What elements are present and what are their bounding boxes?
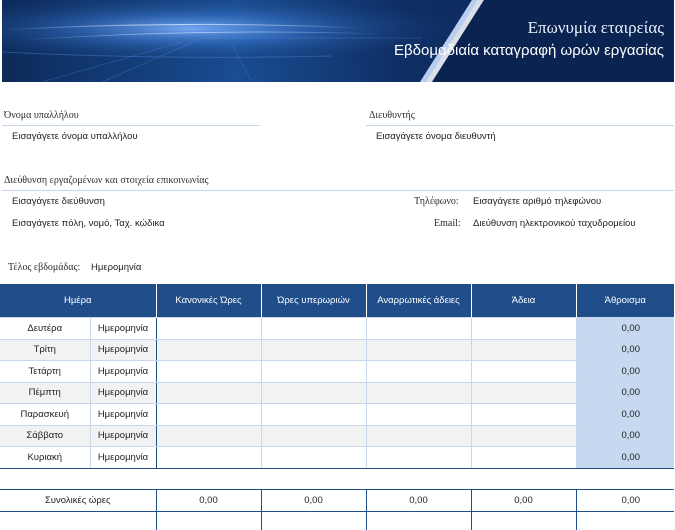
table-row: [0, 404, 674, 426]
week-ending-label: Τέλος εβδομάδας:: [8, 262, 80, 273]
regular-hours-cell[interactable]: [156, 447, 261, 469]
regular-hours-cell[interactable]: [156, 339, 261, 361]
sick-leave-cell[interactable]: [366, 318, 471, 340]
table-row: [0, 382, 674, 404]
company-name[interactable]: Επωνυμία εταιρείας: [528, 18, 664, 38]
total-cell[interactable]: 0,00: [576, 382, 674, 404]
header-sick-leave[interactable]: Αναρρωτικές άδειες: [366, 284, 471, 318]
date-cell[interactable]: Ημερομηνία: [90, 447, 156, 469]
contact-underline: [2, 190, 674, 191]
rate-row: [0, 512, 674, 530]
day-cell[interactable]: Κυριακή: [0, 447, 90, 469]
total-hours-row: [0, 490, 674, 512]
total-regular-hours[interactable]: 0,00: [156, 490, 261, 512]
sheet-title[interactable]: Εβδομαδιαία καταγραφή ωρών εργασίας: [394, 42, 664, 59]
total-cell[interactable]: 0,00: [576, 447, 674, 469]
header-overtime[interactable]: Ώρες υπερωριών: [261, 284, 366, 318]
day-cell[interactable]: Παρασκευή: [0, 404, 90, 426]
summary-table: [0, 489, 674, 530]
employee-name-label: Όνομα υπαλλήλου: [4, 110, 79, 121]
total-cell[interactable]: 0,00: [576, 404, 674, 426]
vacation-cell[interactable]: [471, 447, 576, 469]
regular-hours-cell[interactable]: [156, 361, 261, 383]
overtime-cell[interactable]: [261, 318, 366, 340]
overtime-cell[interactable]: [261, 425, 366, 447]
table-row: [0, 339, 674, 361]
rate-row-cell[interactable]: [471, 512, 576, 530]
total-vacation[interactable]: 0,00: [471, 490, 576, 512]
sick-leave-cell[interactable]: [366, 404, 471, 426]
banner-graphic: [2, 0, 674, 82]
day-cell[interactable]: Τρίτη: [0, 339, 90, 361]
total-cell[interactable]: 0,00: [576, 425, 674, 447]
day-cell[interactable]: Τετάρτη: [0, 361, 90, 383]
city-state-zip-field[interactable]: Εισαγάγετε πόλη, νομό, Ταχ. κώδικα: [12, 218, 165, 229]
sick-leave-cell[interactable]: [366, 425, 471, 447]
header-total[interactable]: Άθροισμα: [576, 284, 674, 318]
total-overtime[interactable]: 0,00: [261, 490, 366, 512]
table-row: [0, 318, 674, 340]
email-label: Email:: [434, 218, 461, 229]
date-cell[interactable]: Ημερομηνία: [90, 404, 156, 426]
header-day[interactable]: Ημέρα: [0, 284, 156, 318]
overtime-cell[interactable]: [261, 382, 366, 404]
header-regular-hours[interactable]: Κανονικές Ώρες: [156, 284, 261, 318]
date-cell[interactable]: Ημερομηνία: [90, 339, 156, 361]
rate-row-cell[interactable]: [576, 512, 674, 530]
sick-leave-cell[interactable]: [366, 361, 471, 383]
week-ending-field[interactable]: Ημερομηνία: [91, 262, 141, 273]
total-cell[interactable]: 0,00: [576, 361, 674, 383]
sick-leave-cell[interactable]: [366, 382, 471, 404]
regular-hours-cell[interactable]: [156, 318, 261, 340]
vacation-cell[interactable]: [471, 404, 576, 426]
overtime-cell[interactable]: [261, 404, 366, 426]
vacation-cell[interactable]: [471, 318, 576, 340]
manager-name-label: Διευθυντής: [369, 110, 415, 121]
sick-leave-cell[interactable]: [366, 339, 471, 361]
street-address-field[interactable]: Εισαγάγετε διεύθυνση: [12, 196, 105, 207]
regular-hours-cell[interactable]: [156, 382, 261, 404]
overtime-cell[interactable]: [261, 339, 366, 361]
total-hours-label: Συνολικές ώρες: [0, 490, 156, 512]
employee-underline: [2, 125, 260, 126]
table-row: [0, 425, 674, 447]
timesheet-table: [0, 284, 674, 469]
vacation-cell[interactable]: [471, 339, 576, 361]
phone-label: Τηλέφωνο:: [414, 196, 459, 207]
rate-row-cell[interactable]: [366, 512, 471, 530]
overtime-cell[interactable]: [261, 447, 366, 469]
date-cell[interactable]: Ημερομηνία: [90, 361, 156, 383]
phone-field[interactable]: Εισαγάγετε αριθμό τηλεφώνου: [473, 196, 601, 207]
date-cell[interactable]: Ημερομηνία: [90, 318, 156, 340]
grand-total[interactable]: 0,00: [576, 490, 674, 512]
table-header-row: [0, 284, 674, 318]
manager-underline: [366, 125, 674, 126]
regular-hours-cell[interactable]: [156, 404, 261, 426]
rate-row-cell[interactable]: [156, 512, 261, 530]
table-row: [0, 361, 674, 383]
date-cell[interactable]: Ημερομηνία: [90, 425, 156, 447]
vacation-cell[interactable]: [471, 382, 576, 404]
day-cell[interactable]: Δευτέρα: [0, 318, 90, 340]
day-cell[interactable]: Σάββατο: [0, 425, 90, 447]
overtime-cell[interactable]: [261, 361, 366, 383]
contact-section-label: Διεύθυνση εργαζομένων και στοιχεία επικοινωνίας: [4, 175, 208, 186]
total-sick-leave[interactable]: 0,00: [366, 490, 471, 512]
total-cell[interactable]: 0,00: [576, 318, 674, 340]
header-banner: [2, 0, 674, 82]
email-field[interactable]: Διεύθυνση ηλεκτρονικού ταχυδρομείου: [473, 218, 636, 229]
header-vacation[interactable]: Άδεια: [471, 284, 576, 318]
table-row: [0, 447, 674, 469]
sick-leave-cell[interactable]: [366, 447, 471, 469]
vacation-cell[interactable]: [471, 425, 576, 447]
manager-name-field[interactable]: Εισαγάγετε όνομα διευθυντή: [376, 131, 496, 142]
day-cell[interactable]: Πέμπτη: [0, 382, 90, 404]
rate-row-cell[interactable]: [0, 512, 156, 530]
total-cell[interactable]: 0,00: [576, 339, 674, 361]
rate-row-cell[interactable]: [261, 512, 366, 530]
vacation-cell[interactable]: [471, 361, 576, 383]
employee-name-field[interactable]: Εισαγάγετε όνομα υπαλλήλου: [12, 131, 138, 142]
regular-hours-cell[interactable]: [156, 425, 261, 447]
date-cell[interactable]: Ημερομηνία: [90, 382, 156, 404]
